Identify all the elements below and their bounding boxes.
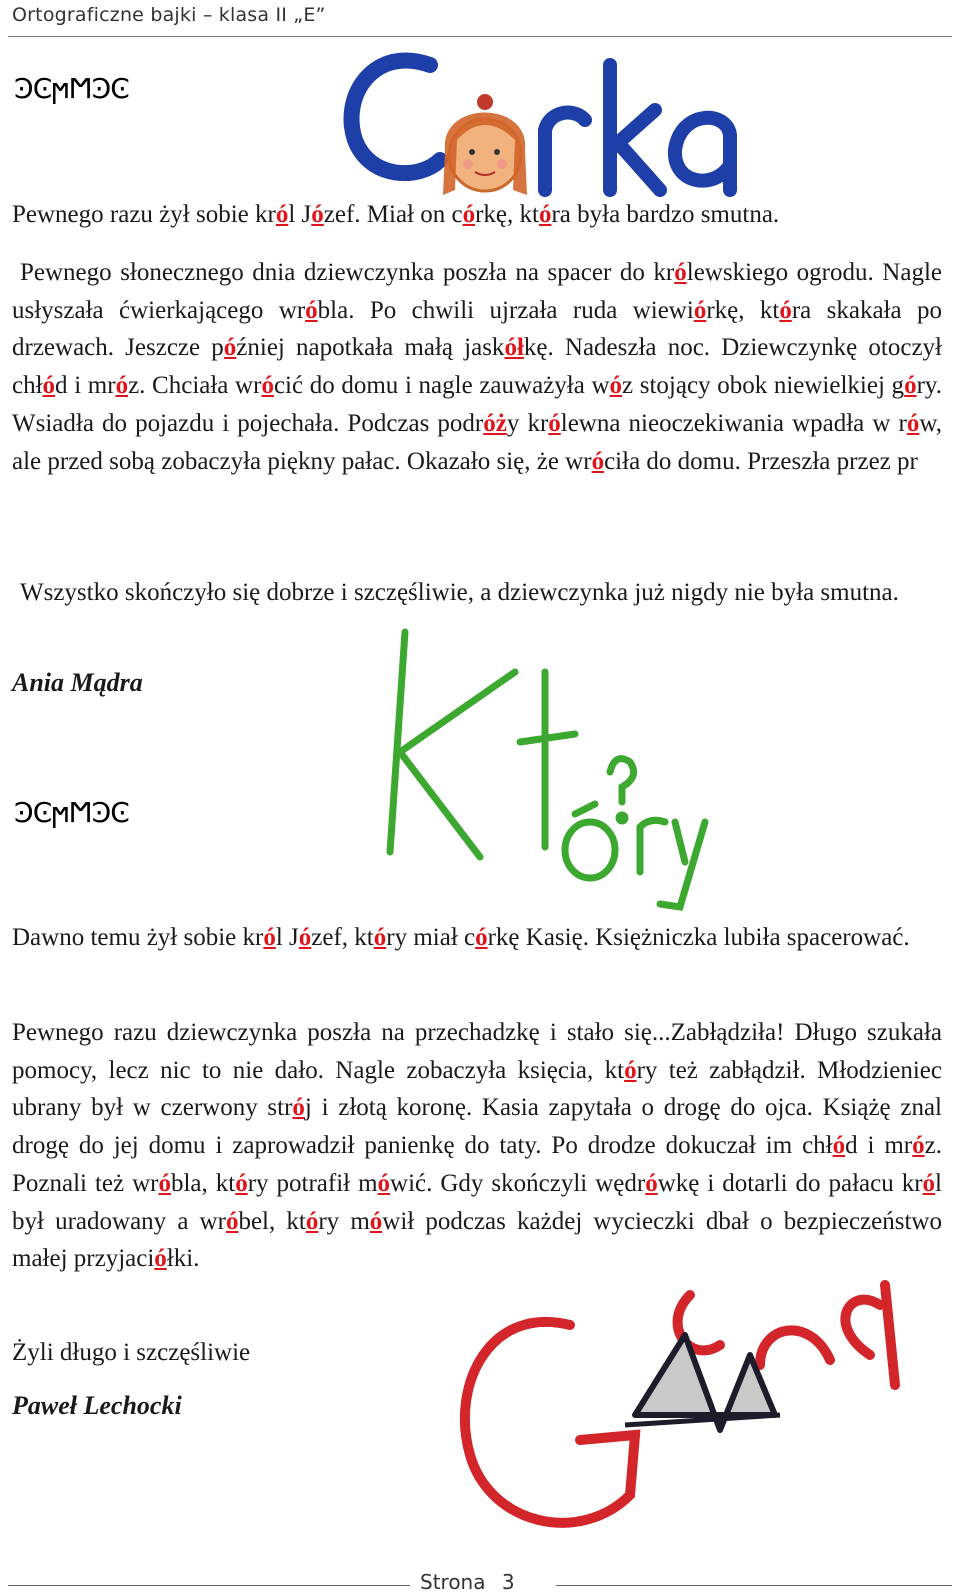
story1-paragraph-2: Pewnego słonecznego dnia dziewczynka poszła na spacer do królewskiego ogrodu. Nagle usłyszała ćwierkającego wróbla. Po chwili ujrzała ruda wiewiórkę, która skakała po drzewach. Jeszcze później napotkała małą jaskółkę. Nadeszła noc. Dziewczynkę otoczył chłód i mróz. Chciała wrócić do domu i nagle zauważyła wóz stojący obok niewielkiej góry. Wsiadła do pojazdu i pojechała. Podczas podróży królewna nieoczekiwania wpadła w rów, ale przed sobą zobaczyła piękny pałac. Okazało się, że wróciła do domu. Przeszła przez pr: [12, 259, 943, 475]
story2-paragraph-2: Pewnego razu dziewczynka poszła na przechadzkę i stało się...Zabłądziła! Długo szukała pomocy, lecz nic to nie dało. Nagle zobaczyła księcia, który też zabłądził. Młodzieniec ubrany był w czerwony strój i złotą koronę. Kasia zapytała o drogę do ojca. Książę znal drogę do jej domu i zaprowadził panienkę do taty. Po drodze dokuczał im chłód i mróz. Poznali też wróbla, który potrafił mówić. Gdy skończyli wędrówkę i dotarli do pałacu król był uradowany a wróbel, który mówił podczas każdej wycieczki dbał o bezpieczeństwo małej przyjaciółki.: [12, 1019, 943, 1273]
footer-rule-left: [8, 1585, 410, 1586]
corka-drawing: [335, 40, 755, 200]
story1-paragraph-1: Pewnego razu żył sobie król Józef. Miał on córkę, która była bardzo smutna.: [12, 201, 780, 228]
footer-label: Strona: [420, 1570, 486, 1594]
running-header: Ortograficzne bajki – klasa II „E”: [12, 4, 326, 26]
header-rule: [8, 36, 952, 37]
gora-drawing: [430, 1265, 930, 1550]
footer-rule-right: [556, 1585, 952, 1586]
story1-author: Ania Mądra: [12, 668, 143, 697]
story2-author: Paweł Lechocki: [12, 1391, 182, 1420]
page-number: 3: [501, 1570, 515, 1594]
story1-paragraph-3: Wszystko skończyło się dobrze i szczęśliwie, a dziewczynka już nigdy nie była smutna.: [20, 579, 899, 606]
story2-paragraph-1: Dawno temu żył sobie król Józef, który miał córkę Kasię. Księżniczka lubiła spacerować.: [12, 924, 910, 951]
ktory-drawing: [360, 622, 730, 922]
ornament-divider-2: ϿϾϻϺϿϾ: [14, 796, 129, 829]
ornament-divider: ϿϾϻϺϿϾ: [14, 72, 129, 105]
story2-paragraph-3: Żyli długo i szczęśliwie: [12, 1339, 251, 1366]
page-footer: [420, 1570, 515, 1594]
